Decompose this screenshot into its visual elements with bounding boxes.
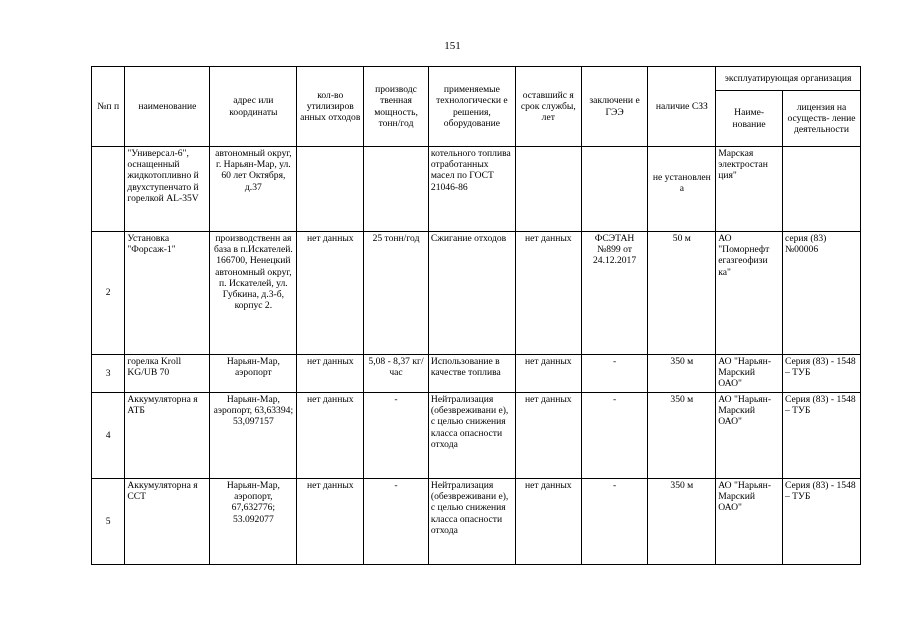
row-count: нет данных bbox=[297, 393, 364, 479]
row-count: нет данных bbox=[297, 232, 364, 355]
row-szz: 350 м bbox=[648, 479, 716, 565]
table-row bbox=[92, 147, 861, 232]
row-capacity: 5,08 - 8,37 кг/час bbox=[364, 355, 429, 393]
header-license: лицензия на осуществ- ление деятельности bbox=[782, 91, 860, 147]
row-operator-name: АО "Нарьян-Марский ОАО" bbox=[716, 479, 783, 565]
row-address: Нарьян-Мар, аэропорт bbox=[210, 355, 297, 393]
header-num: №п п bbox=[92, 67, 125, 147]
row-count: нет данных bbox=[297, 479, 364, 565]
row-operator-name: АО "Нарьян-Марский ОАО" bbox=[716, 393, 783, 479]
row-service-life: нет данных bbox=[515, 355, 581, 393]
row-service-life: нет данных bbox=[515, 232, 581, 355]
row-address: Нарьян-Мар, аэропорт, 63,63394; 53,097157 bbox=[210, 393, 297, 479]
row-operator-name: АО "Нарьян-Марский ОАО" bbox=[716, 355, 783, 393]
table-row bbox=[92, 355, 861, 393]
row-name: Аккумуляторна я ССТ bbox=[125, 479, 210, 565]
row-address: Нарьян-Мар, аэропорт, 67,632776; 53.092077 bbox=[210, 479, 297, 565]
header-count: кол-во утилизиров анных отходов bbox=[297, 67, 364, 147]
row-szz: 350 м bbox=[648, 393, 716, 479]
header-gee: заключени е ГЭЭ bbox=[581, 67, 648, 147]
row-name: горелка Kroll KG/UB 70 bbox=[125, 355, 210, 393]
row-name: Установка "Форсаж-1" bbox=[125, 232, 210, 355]
row-tech: Использование в качестве топлива bbox=[428, 355, 515, 393]
row-license bbox=[782, 147, 860, 232]
row-address: автономный округ, г. Нарьян-Мар, ул. 60 лет Октября, д.37 bbox=[210, 147, 297, 232]
header-name: наименование bbox=[125, 67, 210, 147]
row-address: производственн ая база в п.Искателей. 166700, Ненецкий автономный округ, п. Искателей, ул. Губкина, д.3-б, корпус 2. bbox=[210, 232, 297, 355]
row-count bbox=[297, 147, 364, 232]
header-tech: применяемые технологически е решения, оборудование bbox=[428, 67, 515, 147]
row-capacity: - bbox=[364, 393, 429, 479]
header-capacity: производс твенная мощность, тонн/год bbox=[364, 67, 429, 147]
row-license: Серия (83) - 1548 – ТУБ bbox=[782, 479, 860, 565]
header-service-life: оставшийс я срок службы, лет bbox=[515, 67, 581, 147]
row-gee: ФСЭТАН №899 от 24.12.2017 bbox=[581, 232, 648, 355]
header-operator: эксплуатирующая организация bbox=[716, 67, 861, 91]
row-capacity: - bbox=[364, 479, 429, 565]
row-capacity: 25 тонн/год bbox=[364, 232, 429, 355]
row-gee bbox=[581, 147, 648, 232]
row-tech: Сжигание отходов bbox=[428, 232, 515, 355]
waste-facilities-table bbox=[91, 66, 861, 565]
header-address: адрес или координаты bbox=[210, 67, 297, 147]
row-gee: - bbox=[581, 355, 648, 393]
header-operator-name: Наиме- нование bbox=[716, 91, 783, 147]
row-name: "Универсал-6", оснащенный жидкотопливно й двухступенчато й горелкой AL-35V bbox=[125, 147, 210, 232]
row-service-life: нет данных bbox=[515, 479, 581, 565]
row-service-life: нет данных bbox=[515, 393, 581, 479]
row-tech: Нейтрализация (обезврeживани е), с целью снижения класса опасности отхода bbox=[428, 393, 515, 479]
row-count: нет данных bbox=[297, 355, 364, 393]
row-license: Серия (83) - 1548 – ТУБ bbox=[782, 355, 860, 393]
row-szz: 350 м bbox=[648, 355, 716, 393]
row-num: 4 bbox=[92, 393, 125, 479]
row-num: 5 bbox=[92, 479, 125, 565]
row-operator-name: Марская электростан ция" bbox=[716, 147, 783, 232]
table-row bbox=[92, 479, 861, 565]
row-num: 2 bbox=[92, 232, 125, 355]
table-row bbox=[92, 393, 861, 479]
row-capacity bbox=[364, 147, 429, 232]
row-szz: 50 м bbox=[648, 232, 716, 355]
row-license: серия (83) №00006 bbox=[782, 232, 860, 355]
row-tech: котельного топлива отработанных масел по ГОСТ 21046-86 bbox=[428, 147, 515, 232]
row-tech: Нейтрализация (обезврeживани е), с целью снижения класса опасности отхода bbox=[428, 479, 515, 565]
row-operator-name: АО "Поморнефт егазгеофизи ка" bbox=[716, 232, 783, 355]
row-service-life bbox=[515, 147, 581, 232]
table-row bbox=[92, 232, 861, 355]
page-number: 151 bbox=[444, 40, 461, 52]
header-szz: наличие СЗЗ bbox=[648, 67, 716, 147]
row-num: 3 bbox=[92, 355, 125, 393]
row-num bbox=[92, 147, 125, 232]
row-szz: не установлен а bbox=[648, 147, 716, 232]
row-license: Серия (83) - 1548 – ТУБ bbox=[782, 393, 860, 479]
row-gee: - bbox=[581, 479, 648, 565]
row-name: Аккумуляторна я АТБ bbox=[125, 393, 210, 479]
row-gee: - bbox=[581, 393, 648, 479]
